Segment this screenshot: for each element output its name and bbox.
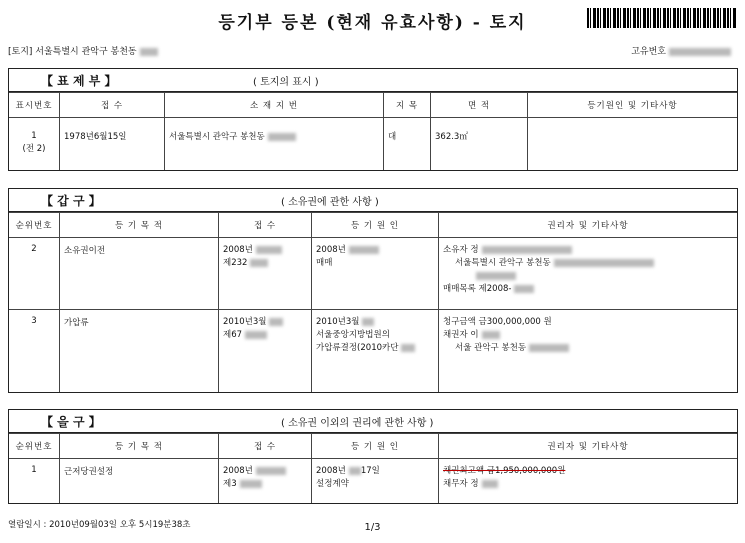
cell-purpose: 가압류 — [60, 310, 219, 392]
page-number: 1/3 — [364, 522, 381, 533]
table-row — [9, 238, 737, 310]
gapgu-table — [9, 212, 737, 392]
redacted-mark — [245, 331, 267, 339]
col-header: 등 기 원 인 — [312, 434, 439, 459]
cell-rights: 청구금액 금300,000,000 원 채권자 이 서울 관악구 봉천동 — [439, 310, 738, 392]
eulgu-section — [8, 409, 738, 504]
redacted-mark — [269, 318, 283, 326]
gapgu-header — [9, 189, 737, 212]
redacted-mark — [554, 259, 654, 267]
gapgu-title: 【 갑 구 】 — [41, 193, 101, 208]
cell-cause: 2008년 17일 설정계약 — [312, 459, 439, 503]
redacted-mark — [514, 285, 534, 293]
cell-cause: 2008년 매매 — [312, 238, 439, 310]
cell-purpose: 소유권이전 — [60, 238, 219, 310]
cell-number: 1 — [9, 459, 60, 503]
cell-receipt: 1978년6월15일 — [60, 118, 165, 170]
redacted-mark — [349, 467, 361, 475]
col-header: 순위번호 — [9, 434, 60, 459]
redacted-mark — [140, 48, 158, 56]
page-title: 등기부 등본 (현재 유효사항) - 토지 — [218, 13, 527, 33]
cell-rights: 소유자 정 서울특별시 관악구 봉천동 매매목록 제2008- — [439, 238, 738, 310]
barcode-image — [587, 8, 737, 28]
unique-number-label: 고유번호 — [631, 47, 666, 57]
unique-number — [631, 44, 731, 57]
pyoje-section — [8, 68, 738, 171]
eulgu-table — [9, 433, 737, 503]
pyoje-header — [9, 69, 737, 92]
col-header: 순위번호 — [9, 213, 60, 238]
redacted-mark — [482, 331, 500, 339]
cell-cause: 2010년3월 서울중앙지방법원의 가압류결정(2010카단 — [312, 310, 439, 392]
cell-location: 서울특별시 관악구 봉천동 — [165, 118, 384, 170]
redacted-mark — [482, 246, 572, 254]
col-header: 접 수 — [219, 434, 312, 459]
cell-rights: 채권최고액 금1,950,000,000원 채무자 정 — [439, 459, 738, 503]
col-header: 등기원인 및 기타사항 — [528, 93, 738, 118]
redacted-mark — [349, 246, 379, 254]
pyoje-desc: ( 토지의 표시 ) — [253, 76, 319, 88]
redacted-mark — [362, 318, 374, 326]
col-header: 지 목 — [384, 93, 431, 118]
pyoje-table — [9, 92, 737, 170]
col-header: 접 수 — [219, 213, 312, 238]
address-line — [8, 44, 158, 57]
print-time: 열람일시 : 2010년09월03일 오후 5시19분38초 — [8, 520, 191, 530]
cell-receipt: 2008년 제3 — [219, 459, 312, 503]
col-header: 권리자 및 기타사항 — [439, 213, 738, 238]
cell-receipt: 2008년 제232 — [219, 238, 312, 310]
table-row — [9, 310, 737, 392]
col-header: 표시번호 — [9, 93, 60, 118]
address-text: [토지] 서울특별시 관악구 봉천동 — [8, 47, 137, 57]
gapgu-section — [8, 188, 738, 393]
table-row — [9, 118, 737, 170]
col-header: 등 기 원 인 — [312, 213, 439, 238]
pyoje-title: 【 표 제 부 】 — [41, 73, 117, 88]
redacted-mark — [256, 246, 282, 254]
eulgu-title: 【 을 구 】 — [41, 414, 101, 429]
redacted-mark — [476, 272, 516, 280]
redacted-mark — [256, 467, 286, 475]
cell-receipt: 2010년3월 제67 — [219, 310, 312, 392]
redacted-mark — [482, 480, 498, 488]
gapgu-desc: ( 소유권에 관한 사항 ) — [281, 196, 379, 208]
redacted-mark — [240, 480, 262, 488]
cell-number: 2 — [9, 238, 60, 310]
eulgu-header — [9, 410, 737, 433]
table-row — [9, 459, 737, 503]
col-header: 접 수 — [60, 93, 165, 118]
cell-etc — [528, 118, 738, 170]
cell-number: 1 (전 2) — [9, 118, 60, 170]
cell-area: 362.3㎡ — [431, 118, 528, 170]
col-header: 면 적 — [431, 93, 528, 118]
redacted-mark — [529, 344, 569, 352]
col-header: 권리자 및 기타사항 — [439, 434, 738, 459]
eulgu-desc: ( 소유권 이외의 권리에 관한 사항 ) — [281, 417, 434, 429]
col-header: 등 기 목 적 — [60, 213, 219, 238]
struck-text: 채권최고액 금1,950,000,000원 — [443, 466, 566, 476]
cell-purpose: 근저당권설정 — [60, 459, 219, 503]
redacted-mark — [250, 259, 268, 267]
redacted-mark — [401, 344, 415, 352]
redacted-mark — [268, 133, 296, 141]
cell-number: 3 — [9, 310, 60, 392]
col-header: 등 기 목 적 — [60, 434, 219, 459]
cell-jimok: 대 — [384, 118, 431, 170]
col-header: 소 재 지 번 — [165, 93, 384, 118]
redacted-mark — [669, 48, 731, 56]
